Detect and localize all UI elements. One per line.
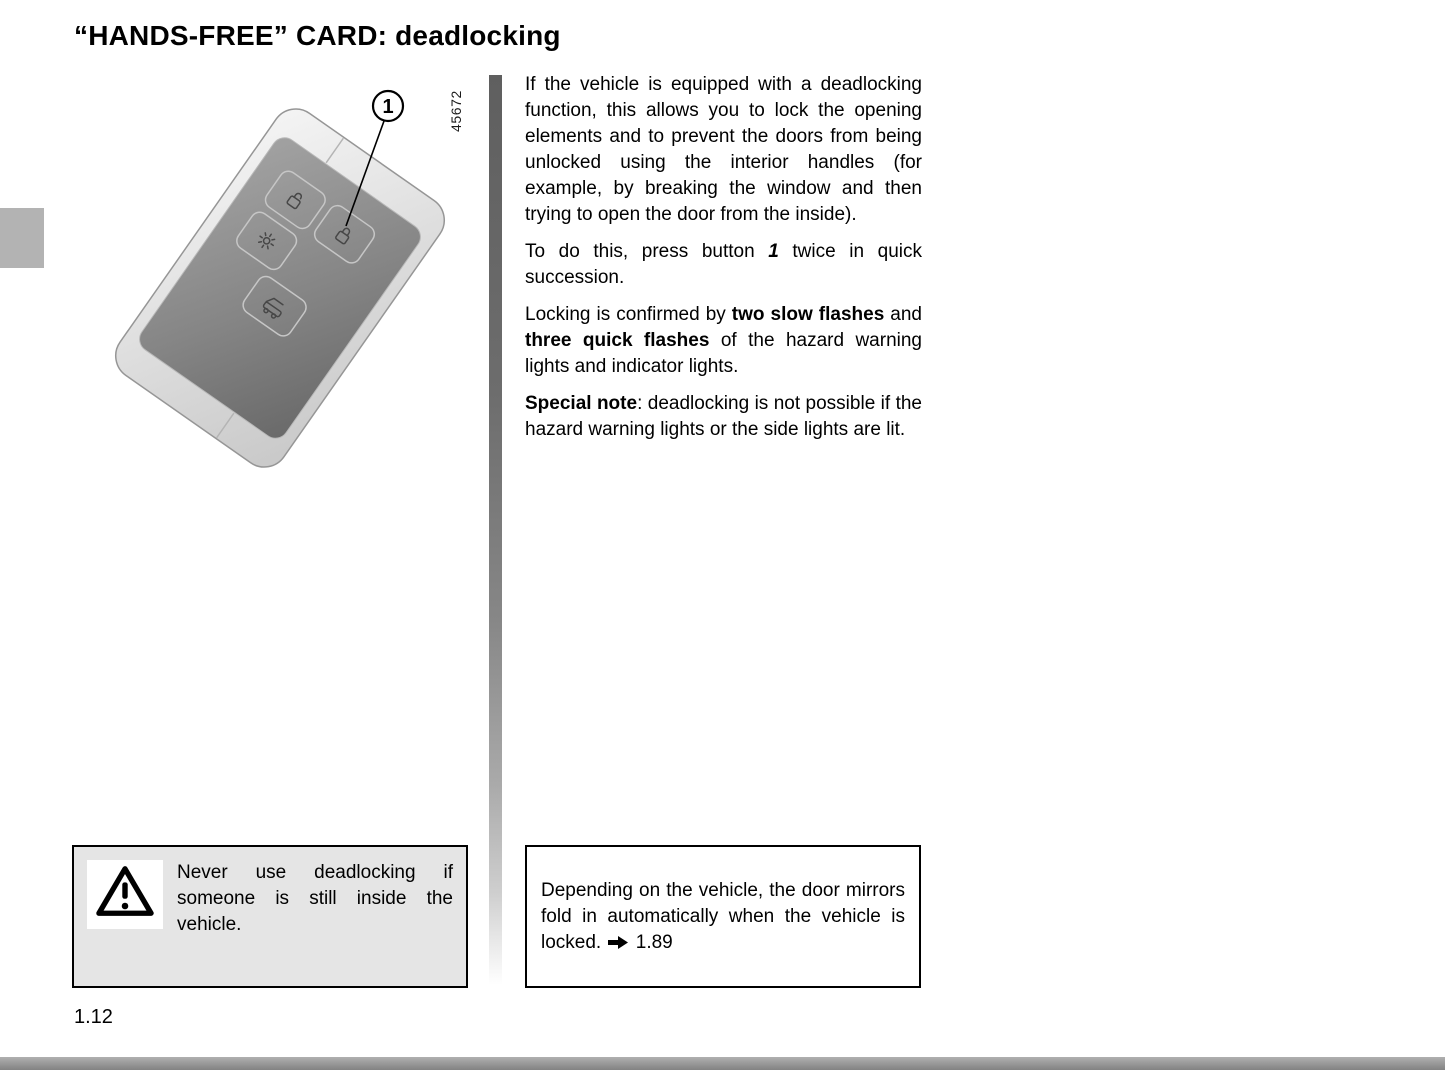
- callout-1-label: 1: [382, 96, 394, 118]
- warning-triangle-icon: [87, 860, 163, 929]
- special-note-label: Special note: [525, 393, 638, 414]
- warning-box: [72, 845, 468, 988]
- hands-free-card-illustration: [55, 68, 485, 488]
- para2-after: twice in quick succession.: [525, 241, 922, 288]
- page-number: 1.12: [74, 1006, 113, 1028]
- info-text-content: Depending on the vehicle, the door mirrors fold in automatically when the vehicle is locked.: [541, 879, 905, 953]
- para3-part2: and: [884, 304, 922, 325]
- key-card-body: [106, 100, 453, 477]
- footer-bar: [0, 1057, 1445, 1070]
- page-title: “HANDS-FREE” CARD: deadlocking: [74, 20, 561, 51]
- column-divider-bar: [489, 75, 502, 985]
- info-text: [541, 878, 905, 956]
- para3-part3: of the hazard warning lights and indicator lights.: [525, 330, 923, 377]
- para3-part1: Locking is confirmed by: [525, 304, 732, 325]
- cross-reference-page: 1.89: [635, 931, 673, 953]
- button-1-reference: 1: [768, 241, 779, 262]
- warning-triangle-glyph: [94, 864, 156, 920]
- para4-rest: : deadlocking is not possible if the hazard warning lights or the side lights are lit.: [525, 393, 922, 440]
- info-box: [525, 845, 921, 988]
- body-paragraph-2: [525, 239, 922, 291]
- body-text-column: [525, 72, 922, 454]
- para2-before: To do this, press button: [525, 241, 769, 262]
- body-paragraph-4: [525, 391, 922, 443]
- body-paragraph-3: [525, 302, 922, 380]
- body-paragraph-1: If the vehicle is equipped with a deadlocking function, this allows you to lock the opening elements and to prevent the doors from being unlocked using the interior handles (for example, by breaking the window and then trying to open the door from the inside).: [525, 74, 922, 225]
- cross-reference-arrow-icon: [608, 936, 628, 949]
- warning-text: Never use deadlocking if someone is still inside the vehicle.: [177, 862, 453, 935]
- para3-bold-three-quick-flashes: three quick flashes: [525, 330, 710, 351]
- photo-reference-number: 45672: [448, 90, 464, 132]
- figure-hands-free-card: [55, 68, 485, 488]
- para3-bold-two-slow-flashes: two slow flashes: [731, 304, 885, 325]
- section-tab: [0, 208, 44, 268]
